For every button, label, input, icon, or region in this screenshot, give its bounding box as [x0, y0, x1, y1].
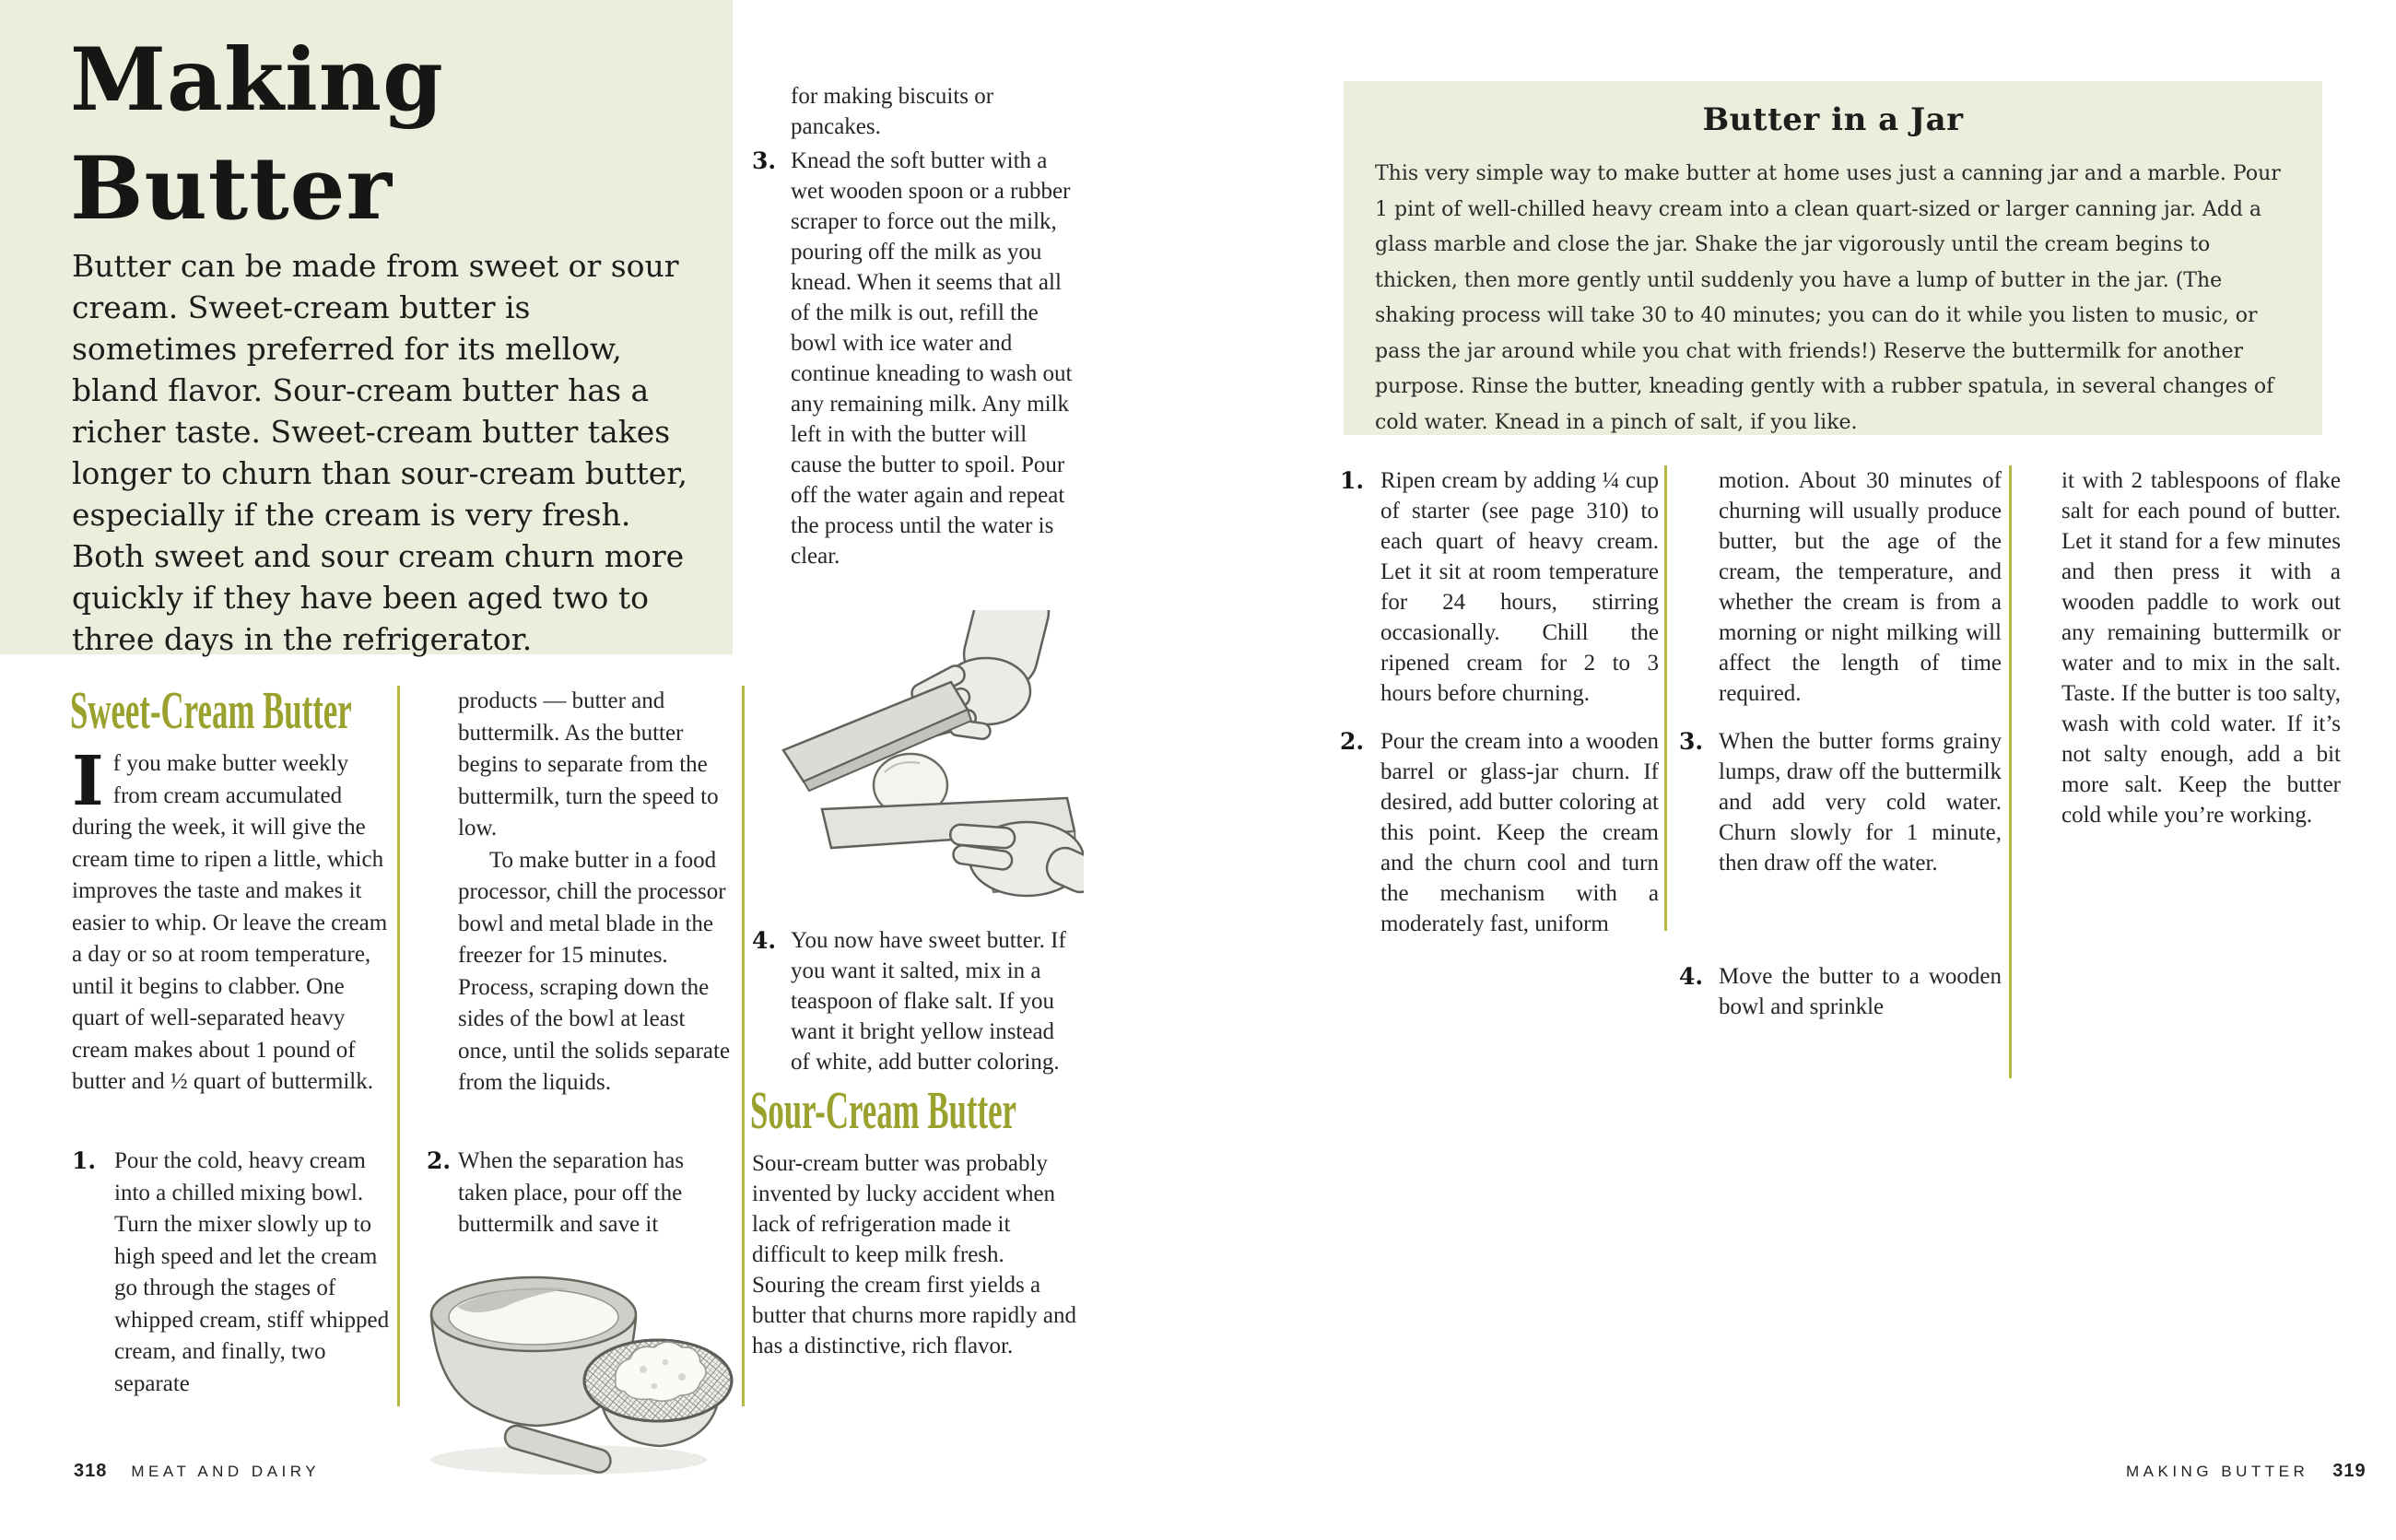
column-rule-right-1	[1664, 465, 1667, 931]
left-page-footer	[74, 1461, 320, 1482]
step2-continuation: for making biscuits or pancakes.	[791, 84, 994, 139]
churn-step-4	[1679, 961, 2002, 1022]
sweet-step-4	[752, 925, 1076, 1077]
right-page-footer	[2126, 1461, 2367, 1482]
step4-continuation-right: it with 2 tablespoons of flake salt for each pound of butter. Let it stand for a few minutes and then press it with a wooden paddle to work out any remaining buttermilk or water and to mix in the salt. Taste. If the butter is too salty, wash with cold water. If it’s not salty enough, add a bit more salt. Keep the butter cold while you’re working.	[2061, 468, 2341, 828]
left-running-head: MEAT AND DAIRY	[131, 1463, 321, 1480]
chapter-intro-block	[0, 0, 733, 657]
churn-step-3	[1679, 726, 2002, 878]
sweet-step-3	[752, 146, 1076, 571]
food-processor-paragraph: To make butter in a food processor, chill the processor bowl and metal blade in the freezer for 15 minutes. Process, scraping down the sides of the bowl at least once, until the solids separate from the liquids.	[458, 847, 731, 1095]
step-text: You now have sweet butter. If you want it salted, mix in a teaspoon of flake salt. If you want it bright yellow instead of white, add butter coloring.	[791, 928, 1066, 1075]
step-text: Move the butter to a wooden bowl and sprinkle	[1719, 964, 2002, 1019]
step-text: Pour the cream into a wooden barrel or glass-jar churn. If desired, add butter coloring at this point. Keep the cream and the churn cool and turn the mechanism with a moderately fast, uniform	[1380, 729, 1659, 936]
step-number: 2.	[1340, 728, 1365, 755]
column-rule-right-2	[2009, 465, 2012, 1078]
right-running-head: MAKING BUTTER	[2126, 1463, 2309, 1480]
chapter-title-line1: Making	[70, 29, 444, 131]
left-page-number: 318	[74, 1461, 108, 1481]
sweet-cream-lead-paragraph	[72, 742, 389, 1099]
butter-in-a-jar-sidebar	[1344, 81, 2322, 435]
step-text: When the butter forms grainy lumps, draw off the buttermilk and add very cold water. Churn slowly for 1 minute, then draw off the water.	[1719, 729, 2002, 876]
churn-step-1	[1340, 465, 1659, 709]
sour-cream-paragraph: Sour-cream butter was probably invented by lucky accident when lack of refrigeration made it difficult to keep milk fresh. Souring the cream first yields a butter that churns more rapidly and has a distinctive, rich flavor.	[752, 1151, 1076, 1358]
sidebar-heading: Butter in a Jar	[1702, 101, 1964, 138]
step-number: 1.	[72, 1147, 97, 1174]
column-rule-left-1	[397, 686, 400, 1406]
step-number: 4.	[752, 927, 777, 954]
step2-continuation-right: motion. About 30 minutes of churning will usually produce butter, but the age of the cream, the temperature, and whether the cream is from a morning or night milking will affect the length of time required.	[1719, 468, 2002, 706]
step-number: 3.	[752, 147, 777, 174]
step-number: 4.	[1679, 963, 1704, 990]
butter-paddles-illustration	[770, 610, 1084, 914]
step-text: Knead the soft butter with a wet wooden spoon or a rubber scraper to force out the milk, pouring off the milk as you knead. When it seems that all of the milk is out, refill the bowl with ice water and continue kneading to wash out any remaining milk. Any milk left in with the butter will cause the butter to spoil. Pour off the water again and repeat the process until the water is clear.	[791, 148, 1073, 569]
column-rule-left-2	[742, 686, 745, 1406]
step-number: 3.	[1679, 728, 1704, 755]
step-text: Ripen cream by adding ¼ cup of starter (see page 310) to each quart of heavy cream. Let it sit at room temperature for 24 hours, stirring occasionally. Chill the ripened cream for 2 to 3 hours before churning.	[1380, 468, 1659, 706]
sidebar-body: This very simple way to make butter at home uses just a canning jar and a marble. Pour 1 pint of well-chilled heavy cream into a clean quart-sized or larger canning jar. Add a glass marble and close the jar. Shake the jar vigorously until the cream begins to thicken, then more gently until suddenly you have a lump of butter in the jar. (The shaking process will take 30 to 40 minutes; you can do it while you listen to music, or pass the jar around while you chat with friends!) Reserve the buttermilk for another purpose. Rinse the butter, kneading gently with a rubber spatula, in several changes of cold water. Knead in a pinch of salt, if you like.	[1375, 162, 2281, 434]
right-page-number: 319	[2332, 1461, 2367, 1481]
chapter-title	[70, 26, 444, 243]
chapter-title-line2: Butter	[70, 138, 393, 240]
drop-cap: I	[72, 742, 104, 821]
sweet-step-1	[72, 1146, 391, 1400]
sweet-cream-heading: Sweet-Cream Butter	[70, 680, 352, 740]
step-text: Pour the cold, heavy cream into a chilled mixing bowl. Turn the mixer slowly up to high speed and let the cream go through the stages of whipped cream, stiff whipped cream, and finally, two separate	[114, 1148, 390, 1396]
sour-cream-heading: Sour-Cream Butter	[750, 1080, 1016, 1140]
churn-step-2	[1340, 726, 1659, 939]
chapter-intro-paragraph: Butter can be made from sweet or sour cream. Sweet-cream butter is sometimes preferred for its mellow, bland flavor. Sour-cream butter has a richer taste. Sweet-cream butter takes longer to churn than sour-cream butter, especially if the cream is very fresh. Both sweet and sour cream churn more quickly if they have been aged two to three days in the refrigerator.	[72, 248, 687, 657]
step1-continuation: products — butter and buttermilk. As the butter begins to separate from the buttermilk, turn the speed to low.	[458, 688, 719, 841]
sweet-cream-lead-text: f you make butter weekly from cream accumulated during the week, it will give the cream time to ripen a little, which improves the taste and makes it easier to whip. Or leave the cream a day or so at room temperature, until it begins to clabber. One quart of well-separated heavy cream makes about 1 pound of butter and ½ quart of buttermilk.	[72, 751, 388, 1094]
sweet-step-2	[427, 1146, 731, 1241]
sweet-cream-column-2	[458, 686, 731, 1099]
step-number: 1.	[1340, 467, 1365, 494]
step-text: When the separation has taken place, pour off the buttermilk and save it	[458, 1148, 685, 1237]
bowl-and-strainer-illustration	[417, 1242, 737, 1484]
step-number: 2.	[427, 1147, 452, 1174]
